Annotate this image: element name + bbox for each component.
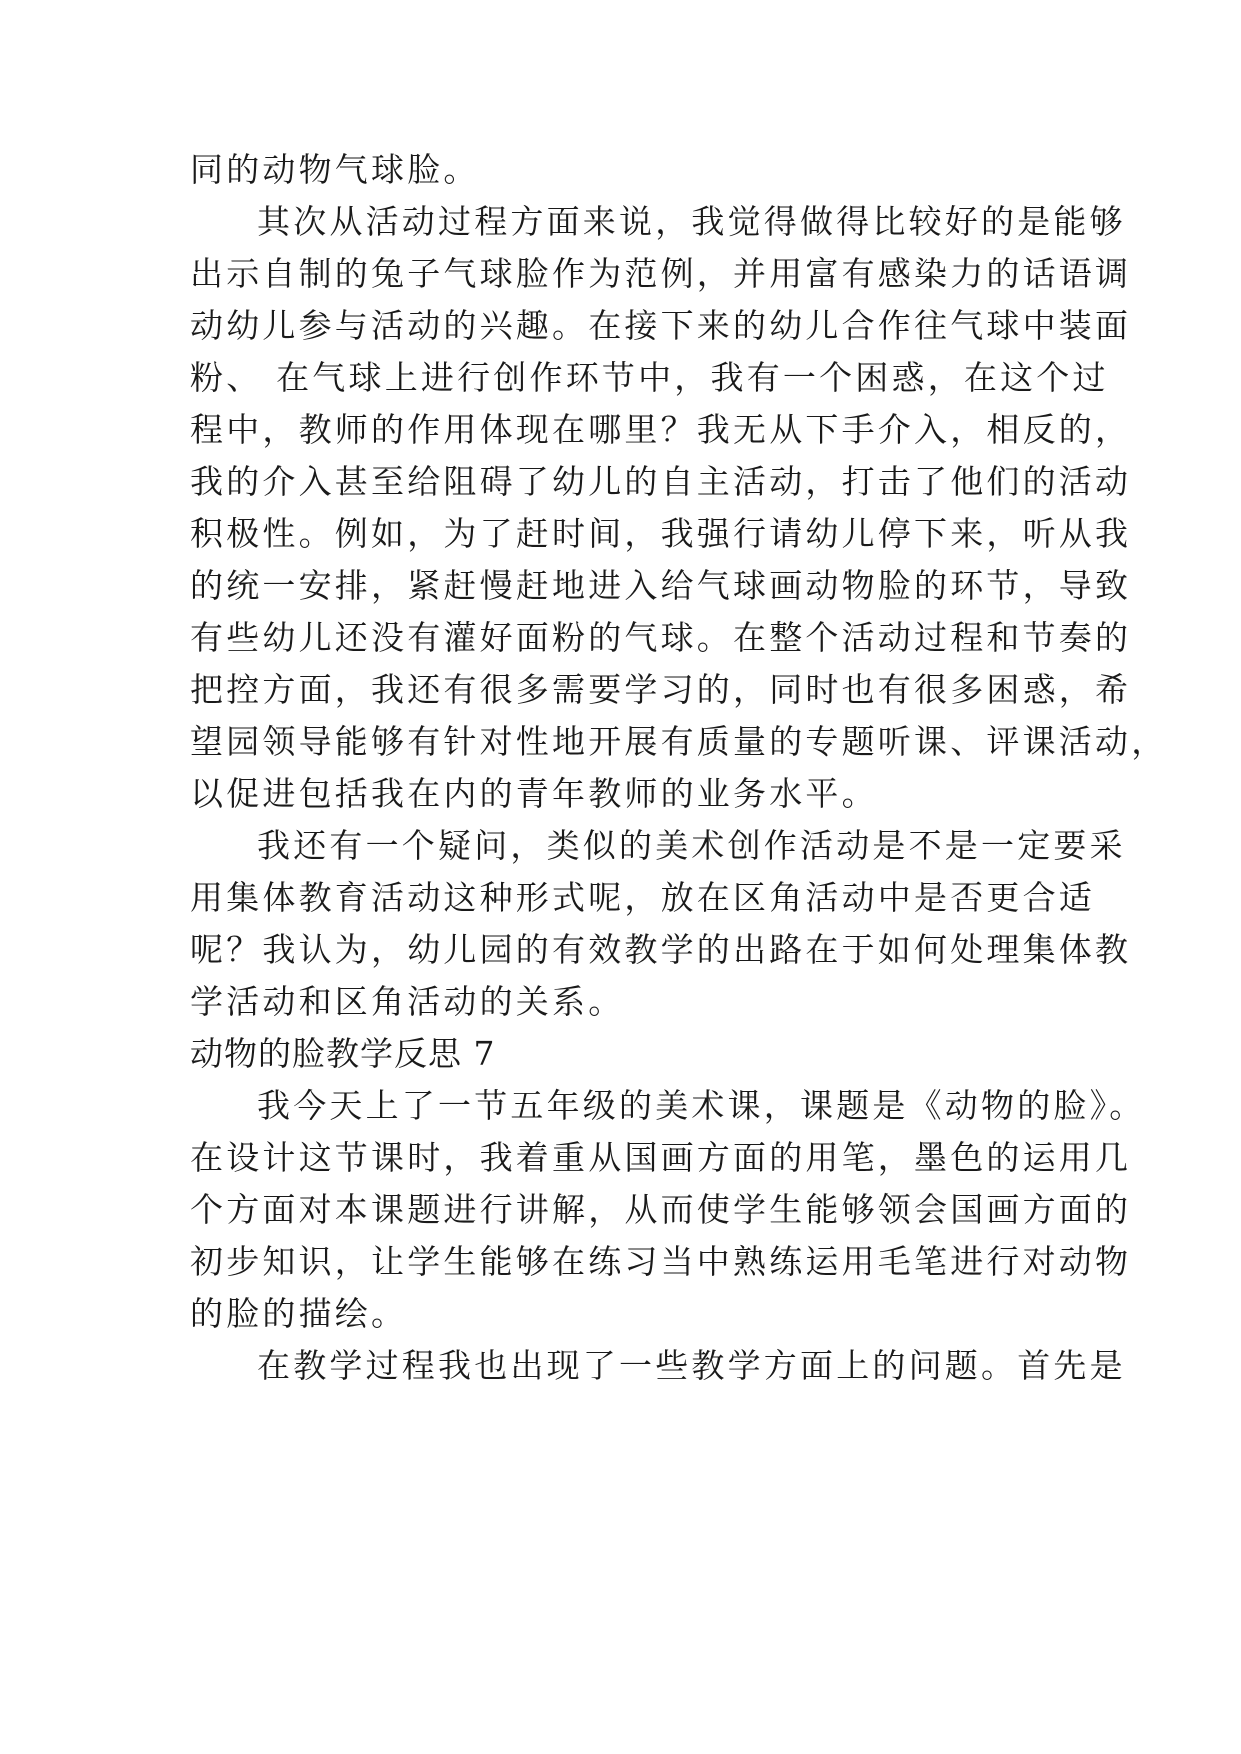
text-line: 我的介入甚至给阻碍了幼儿的自主活动，打击了他们的活动 [190, 462, 1132, 501]
text-line: 初步知识，让学生能够在练习当中熟练运用毛笔进行对动物 [190, 1242, 1132, 1281]
paragraph-first-line: 其次从活动过程方面来说，我觉得做得比较好的是能够 [257, 202, 1126, 241]
section-heading: 动物的脸教学反思 7 [190, 1034, 496, 1073]
text-line: 以促进包括我在内的青年教师的业务水平。 [190, 774, 878, 813]
text-line: 同的动物气球脸。 [190, 150, 480, 189]
paragraph-first-line: 在教学过程我也出现了一些教学方面上的问题。首先是 [257, 1346, 1126, 1385]
text-line: 的脸的描绘。 [190, 1294, 408, 1333]
text-line: 学活动和区角活动的关系。 [190, 982, 625, 1021]
paragraph-first-line: 我还有一个疑问，类似的美术创作活动是不是一定要采 [257, 826, 1126, 865]
text-line: 个方面对本课题进行讲解，从而使学生能够领会国画方面的 [190, 1190, 1132, 1229]
text-line: 在设计这节课时，我着重从国画方面的用笔，墨色的运用几 [190, 1138, 1132, 1177]
text-line: 粉、 在气球上进行创作环节中，我有一个困惑，在这个过 [190, 358, 1109, 397]
text-line: 出示自制的兔子气球脸作为范例，并用富有感染力的话语调 [190, 254, 1132, 293]
text-line: 的统一安排，紧赶慢赶地进入给气球画动物脸的环节，导致 [190, 566, 1132, 605]
text-line: 把控方面，我还有很多需要学习的，同时也有很多困惑，希 [190, 670, 1132, 709]
text-line: 用集体教育活动这种形式呢，放在区角活动中是否更合适 [190, 878, 1095, 917]
text-line: 动幼儿参与活动的兴趣。在接下来的幼儿合作往气球中装面 [190, 306, 1132, 345]
text-line: 程中，教师的作用体现在哪里？我无从下手介入，相反的， [190, 410, 1132, 449]
paragraph-first-line: 我今天上了一节五年级的美术课，课题是《动物的脸》。 [257, 1086, 1146, 1125]
text-line: 呢？我认为，幼儿园的有效教学的出路在于如何处理集体教 [190, 930, 1132, 969]
text-line: 有些幼儿还没有灌好面粉的气球。在整个活动过程和节奏的 [190, 618, 1132, 657]
text-line: 望园领导能够有针对性地开展有质量的专题听课、评课活动， [190, 722, 1168, 761]
text-line: 积极性。例如，为了赶时间，我强行请幼儿停下来，听从我 [190, 514, 1132, 553]
